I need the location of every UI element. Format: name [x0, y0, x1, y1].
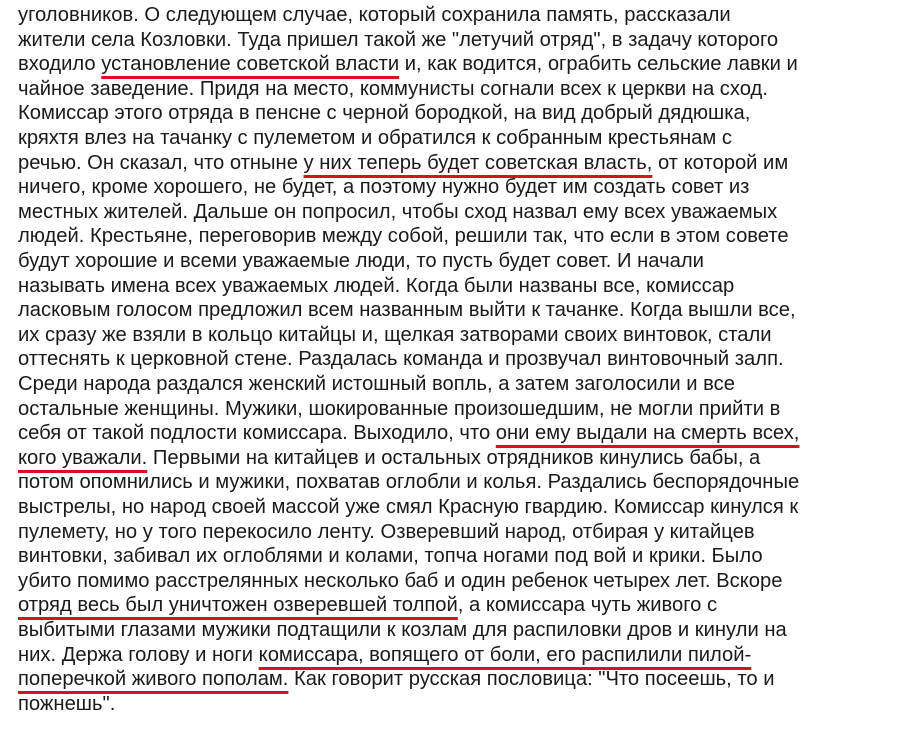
text-line [18, 470, 799, 495]
text-line [18, 249, 704, 274]
text-segment: пожнешь". [18, 692, 116, 715]
text-line [18, 347, 784, 372]
text-segment: входило [18, 53, 102, 76]
text-line [18, 495, 798, 520]
underlined-phrase: у них теперь будет советская власть, [303, 151, 653, 174]
text-segment: их сразу же взяли в кольцо китайцы и, щелкая затворами своих винтовок, стали [18, 323, 772, 346]
text-segment: ничего, кроме хорошего, не будет, а поэтому нужно будет им создать совет из [18, 176, 750, 199]
text-segment: пулемету, но у того перекосило ленту. Озверевший народ, отбирая у китайцев [18, 520, 755, 543]
text-line [18, 520, 755, 545]
text-line [18, 323, 772, 348]
text-segment: выстрелы, но народ своей массой уже смял Красную гвардию. Комиссар кинулся к [18, 496, 799, 518]
underlined-phrase: отряд весь был уничтожен озверевшей толпой [18, 594, 458, 617]
text-line [18, 175, 749, 200]
underlined-phrase: кого уважали. [18, 446, 148, 469]
text-segment: , а комиссара чуть живого с [457, 594, 718, 617]
text-segment: остальные женщины. Мужики, шокированные произошедшим, не могли прийти в [18, 397, 781, 420]
text-segment: оттеснять к церковной стене. Раздалась команда и прозвучал винтовочный залп. [18, 348, 784, 371]
text-line [18, 224, 789, 249]
underlined-phrase: поперечкой живого пополам. [18, 668, 289, 691]
text-segment: Среди народа раздался женский истошный вопль, а затем заголосили и все [18, 373, 735, 395]
underlined-phrase: они ему выдали на смерть всех, [495, 422, 800, 445]
text-segment: чайное заведение. Придя на место, коммунисты согнали всех к церкви на сход. [18, 77, 768, 100]
text-line [18, 397, 780, 422]
underlined-phrase: установление советской власти [101, 53, 400, 76]
text-line [18, 28, 778, 53]
text-segment: кряхтя влез на тачанку с пулеметом и обратился к собранным крестьянам с [18, 127, 732, 149]
text-line [18, 126, 732, 151]
text-line [18, 3, 731, 28]
text-segment: Комиссар этого отряда в пенсне с черной бородкой, на вид добрый дядюшка, [18, 102, 751, 125]
text-segment: винтовки, забивал их оглоблями и колами, топча ногами под вой и крики. Было [18, 545, 763, 568]
text-segment: местных жителей. Дальше он попросил, чтобы сход назвал ему всех уважаемых [18, 200, 778, 223]
text-line [18, 667, 775, 692]
text-segment: убито помимо расстрелянных несколько баб и один ребенок четырех лет. Вскоре [18, 569, 783, 592]
text-line [18, 200, 777, 225]
underlined-phrase: комиссара, вопящего от боли, его распилили пилой- [258, 643, 752, 666]
text-line [18, 372, 735, 397]
text-line [18, 692, 115, 717]
text-segment: потом опомнились и мужики, похватав оглобли и колья. Раздались беспорядочные [18, 471, 800, 494]
text-segment: людей. Крестьяне, переговорив между собой, решили так, что если в этом совете [18, 225, 789, 248]
text-line [18, 446, 760, 471]
text-line [18, 618, 787, 643]
text-line [18, 421, 799, 446]
text-segment: речью. Он сказал, что отныне [18, 151, 304, 174]
text-segment: ласковым голосом предложил всем названным выйти к тачанке. Когда вышли все, [18, 299, 796, 322]
text-line [18, 593, 717, 618]
text-segment: Первыми на китайцев и остальных отрядников кинулись бабы, а [147, 446, 761, 469]
text-line [18, 298, 796, 323]
text-line [18, 274, 734, 299]
text-segment: от которой им [652, 151, 789, 174]
text-segment: называть имена всех уважаемых людей. Когда были названы все, комиссар [18, 274, 735, 297]
text-line [18, 569, 782, 594]
text-segment: уголовников. О следующем случае, который сохранила память, рассказали [18, 4, 731, 26]
text-segment: них. Держа голову и ноги [18, 643, 259, 666]
text-segment: жители села Козловки. Туда пришел такой же "летучий отряд", в задачу которого [18, 28, 779, 51]
text-segment: и, как водится, ограбить сельские лавки и [399, 53, 798, 76]
text-segment: себя от такой подлости комиссара. Выходило, что [18, 422, 496, 445]
text-line [18, 77, 768, 102]
text-line [18, 544, 763, 569]
text-line [18, 101, 750, 126]
text-line [18, 52, 798, 77]
text-segment: будут хорошие и всеми уважаемые люди, то пусть будет совет. И начали [18, 250, 704, 272]
text-segment: выбитыми глазами мужики подтащили к козлам для распиловки дров и кинули на [18, 619, 787, 641]
text-segment: Как говорит русская пословица: "Что посеешь, то и [288, 668, 775, 691]
text-line [18, 151, 788, 176]
text-line [18, 643, 751, 668]
